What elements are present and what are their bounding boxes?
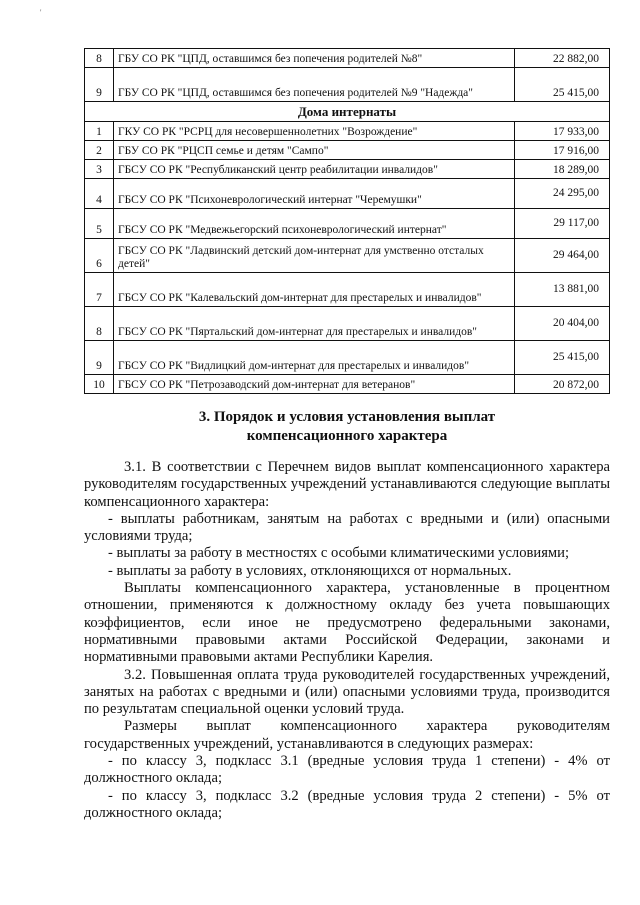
- salary-value: 20 404,00: [515, 307, 610, 341]
- table-row: [85, 239, 610, 273]
- institution-name: ГБСУ СО РК "Ладвинский детский дом-интернат для умственно отсталых детей": [114, 239, 515, 273]
- institution-name: ГБСУ СО РК "Медвежьегорский психоневрологический интернат": [114, 209, 515, 239]
- table-row: [85, 49, 610, 68]
- paragraph: - выплаты за работу в местностях с особыми климатическими условиями;: [108, 545, 570, 562]
- paragraph: - по классу 3, подкласс 3.1 (вредные условия труда 1 степени) - 4% от должностного оклада;: [84, 753, 610, 787]
- table-row: [85, 122, 610, 141]
- row-number: 2: [85, 141, 114, 160]
- salary-value: 17 916,00: [515, 141, 610, 160]
- salary-value: 20 872,00: [515, 375, 610, 394]
- row-number: 5: [85, 209, 114, 239]
- row-number: 8: [85, 307, 114, 341]
- row-number: 7: [85, 273, 114, 307]
- section-heading-line: 3. Порядок и условия установления выплат: [198, 409, 496, 425]
- paragraph: - выплаты работникам, занятым на работах с вредными и (или) опасными условиями труда;: [84, 510, 610, 545]
- salary-value: 24 295,00: [515, 179, 610, 209]
- paragraph: 3.1. В соответствии с Перечнем видов выплат компенсационного характера руководителям государственных учреждений устанавливаются следующие выплаты компенсационного характера:: [84, 459, 610, 510]
- page-mark: ': [40, 8, 42, 17]
- document-body: [84, 459, 610, 822]
- institution-name: ГБСУ СО РК "Петрозаводский дом-интернат для ветеранов": [114, 375, 515, 394]
- section-heading: [84, 408, 610, 446]
- paragraph: Размеры выплат компенсационного характера руководителям государственных учреждений, устанавливаются в следующих размерах:: [84, 718, 610, 752]
- institution-name: ГКУ СО РК "РСРЦ для несовершеннолетних "Возрождение": [114, 122, 515, 141]
- institution-name: ГБСУ СО РК "Пяртальский дом-интернат для престарелых и инвалидов": [114, 307, 515, 341]
- row-number: 9: [85, 341, 114, 375]
- row-number: 4: [85, 179, 114, 209]
- table-row: [85, 273, 610, 307]
- table-row: [85, 160, 610, 179]
- salary-value: 29 464,00: [515, 239, 610, 273]
- paragraph: Выплаты компенсационного характера, установленные в процентном отношении, применяются к должностному окладу без учета повышающих коэффициентов, если иное не предусмотрено федеральными законами, нормативными правовыми актами Российской Федерации, законами и нормативными правовыми актами Республики Карелия.: [84, 580, 610, 666]
- section-title: Дома интернаты: [85, 102, 610, 122]
- salary-value: 13 881,00: [515, 273, 610, 307]
- row-number: 1: [85, 122, 114, 141]
- table-row: [85, 141, 610, 160]
- row-number: 10: [85, 375, 114, 394]
- row-number: 6: [85, 239, 114, 273]
- salary-value: 22 882,00: [515, 49, 610, 68]
- table-row: [85, 209, 610, 239]
- institution-name: ГБУ СО РК "ЦПД, оставшимся без попечения родителей №9 "Надежда": [114, 68, 515, 102]
- salary-value: 25 415,00: [515, 341, 610, 375]
- institution-name: ГБСУ СО РК "Калевальский дом-интернат для престарелых и инвалидов": [114, 273, 515, 307]
- row-number: 8: [85, 49, 114, 68]
- paragraph: - выплаты за работу в условиях, отклоняющихся от нормальных.: [108, 562, 512, 579]
- salary-value: 17 933,00: [515, 122, 610, 141]
- institution-name: ГБСУ СО РК "Психоневрологический интернат "Черемушки": [114, 179, 515, 209]
- salary-value: 18 289,00: [515, 160, 610, 179]
- table-row: [85, 341, 610, 375]
- table-row: [85, 68, 610, 102]
- institution-name: ГБСУ СО РК "Видлицкий дом-интернат для престарелых и инвалидов": [114, 341, 515, 375]
- salary-value: 25 415,00: [515, 68, 610, 102]
- institution-name: ГБУ СО РК "РЦСП семье и детям "Сампо": [114, 141, 515, 160]
- salary-value: 29 117,00: [515, 209, 610, 239]
- section-heading-line: компенсационного характера: [246, 428, 448, 444]
- table-row: [85, 307, 610, 341]
- salary-table: [84, 48, 610, 394]
- table-row: [85, 375, 610, 394]
- paragraph: 3.2. Повышенная оплата труда руководителей государственных учреждений, занятых на работах с вредными и (или) опасными условиями труда, производится по результатам специальной оценки условий труда.: [84, 666, 610, 718]
- institution-name: ГБСУ СО РК "Республиканский центр реабилитации инвалидов": [114, 160, 515, 179]
- section-row: [85, 102, 610, 122]
- row-number: 9: [85, 68, 114, 102]
- paragraph: - по классу 3, подкласс 3.2 (вредные условия труда 2 степени) - 5% от должностного оклада;: [84, 787, 610, 821]
- institution-name: ГБУ СО РК "ЦПД, оставшимся без попечения родителей №8": [114, 49, 515, 68]
- row-number: 3: [85, 160, 114, 179]
- table-row: [85, 179, 610, 209]
